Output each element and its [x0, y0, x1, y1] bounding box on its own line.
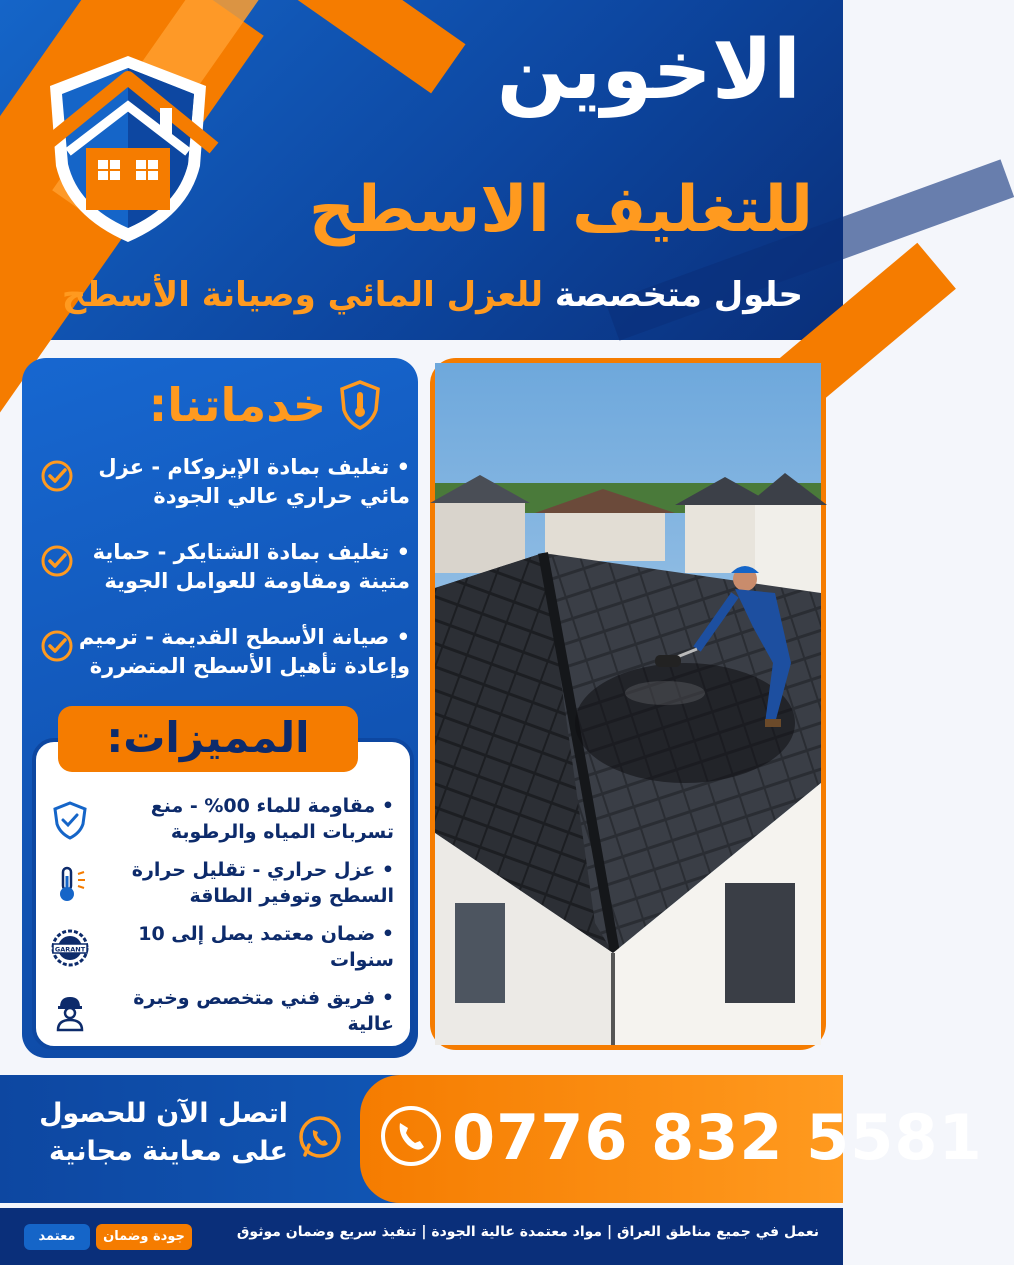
- roof-photo: [430, 358, 826, 1050]
- feature-text: • عزل حراري - تقليل حرارة السطح وتوفير الطاقة: [131, 859, 394, 907]
- list-item: [50, 858, 402, 910]
- services-title: خدماتنا:: [148, 378, 326, 432]
- house-shield-logo: [28, 48, 228, 248]
- contact-bar: [0, 1075, 983, 1203]
- list-item: [40, 453, 410, 512]
- guarantee-seal-text: GARANT: [54, 945, 86, 954]
- footer-text: نعمل في جميع مناطق العراق | مواد معتمدة عالية الجودة | تنفيذ سريع وضمان موثوق: [236, 1224, 819, 1240]
- feature-text: • ضمان معتمد يصل إلى 10 سنوات: [138, 923, 394, 971]
- services-heading: [149, 378, 382, 432]
- list-item: [40, 538, 410, 597]
- list-item: [40, 623, 410, 682]
- worker-icon: [50, 992, 90, 1032]
- service-text: • تغليف بمادة الشتايكر - حماية متينة ومقاومة للعوامل الجوية: [92, 539, 410, 594]
- tagline-lead: حلول متخصصة: [543, 275, 803, 315]
- phone-number[interactable]: 0776 832 5581: [452, 1101, 983, 1174]
- shield-check-icon: [50, 800, 90, 840]
- brand-title: الاخوين: [496, 23, 801, 118]
- features-title: المميزات:: [58, 706, 358, 772]
- shield-thermometer-icon: [338, 380, 382, 430]
- phone-icon[interactable]: [378, 1103, 444, 1169]
- footer: [0, 1208, 843, 1265]
- features-list: [50, 794, 402, 1050]
- list-item: [50, 922, 402, 974]
- thermometer-sun-icon: [50, 864, 90, 904]
- check-circle-icon: [40, 459, 74, 493]
- features-card: [32, 738, 414, 1050]
- tagline-highlight: للعزل المائي وصيانة الأسطح: [61, 275, 544, 315]
- service-text: • صيانة الأسطح القديمة - ترميم وإعادة تأهيل الأسطح المتضررة: [78, 624, 410, 678]
- call-to-action: اتصل الآن للحصول على معاينة مجانية: [39, 1098, 288, 1167]
- check-circle-icon: [40, 544, 74, 578]
- guarantee-seal-icon: [50, 928, 90, 968]
- feature-text: • مقاومة للماء 00% - منع تسربات المياه والرطوبة: [150, 795, 394, 843]
- badge-quality: جودة وضمان: [96, 1224, 192, 1250]
- service-text: • تغليف بمادة الإيزوكام - عزل مائي حراري عالي الجودة: [98, 455, 410, 509]
- list-item: [50, 794, 402, 846]
- services-list: [40, 453, 410, 707]
- feature-text: • فريق فني متخصص وخبرة عالية: [133, 987, 394, 1035]
- badge-certified: معتمد: [24, 1224, 90, 1250]
- list-item: [50, 986, 402, 1038]
- brand-subtitle: للتغليف الاسطح: [308, 173, 813, 247]
- tagline: [23, 275, 803, 315]
- check-circle-icon: [40, 629, 74, 663]
- header-banner: [0, 0, 843, 340]
- whatsapp-icon[interactable]: [296, 1113, 344, 1161]
